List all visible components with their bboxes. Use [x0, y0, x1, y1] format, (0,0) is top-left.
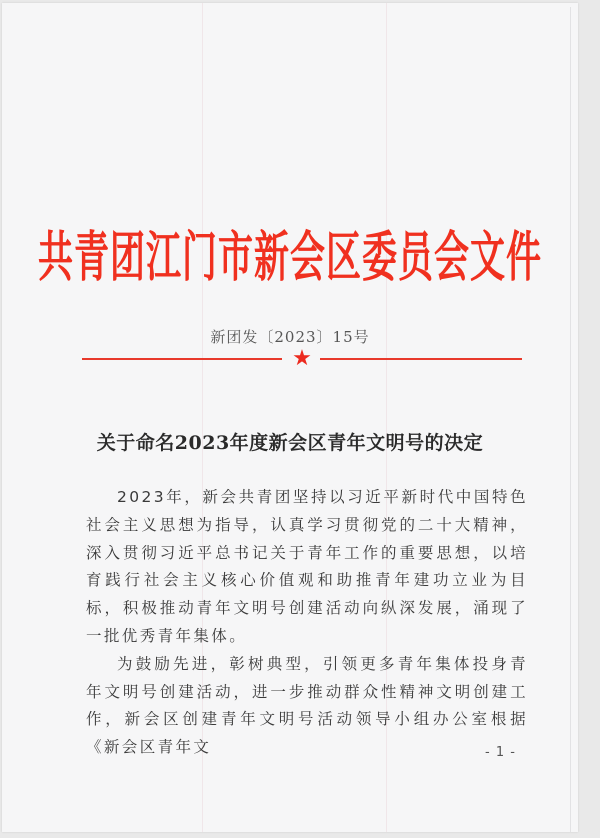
page-number: - 1 -: [485, 745, 516, 760]
red-divider-left: [82, 358, 282, 360]
red-divider-right: [320, 358, 522, 360]
document-body: [86, 484, 528, 762]
page-edge: [570, 7, 571, 832]
issuer-header: 共青团江门市新会区委员会文件: [37, 227, 542, 290]
body-paragraph: 为鼓励先进，彰树典型，引领更多青年集体投身青年文明号创建活动，进一步推动群众性精神文明创建工作，新会区创建青年文明号活动领导小组办公室根据《新会区青年文: [86, 654, 528, 757]
document-page: [2, 3, 578, 832]
document-title: 关于命名2023年度新会区青年文明号的决定: [96, 432, 484, 454]
star-icon: ★: [292, 346, 312, 371]
body-paragraph: 2023年，新会共青团坚持以习近平新时代中国特色社会主义思想为指导，认真学习贯彻党的二十大精神，深入贯彻习近平总书记关于青年工作的重要思想，以培育践行社会主义核心价值观和助推青年建功立业为目标，积极推动青年文明号创建活动向纵深发展，涌现了一批优秀青年集体。: [86, 488, 528, 645]
document-number: 新团发〔2023〕15号: [210, 328, 370, 346]
